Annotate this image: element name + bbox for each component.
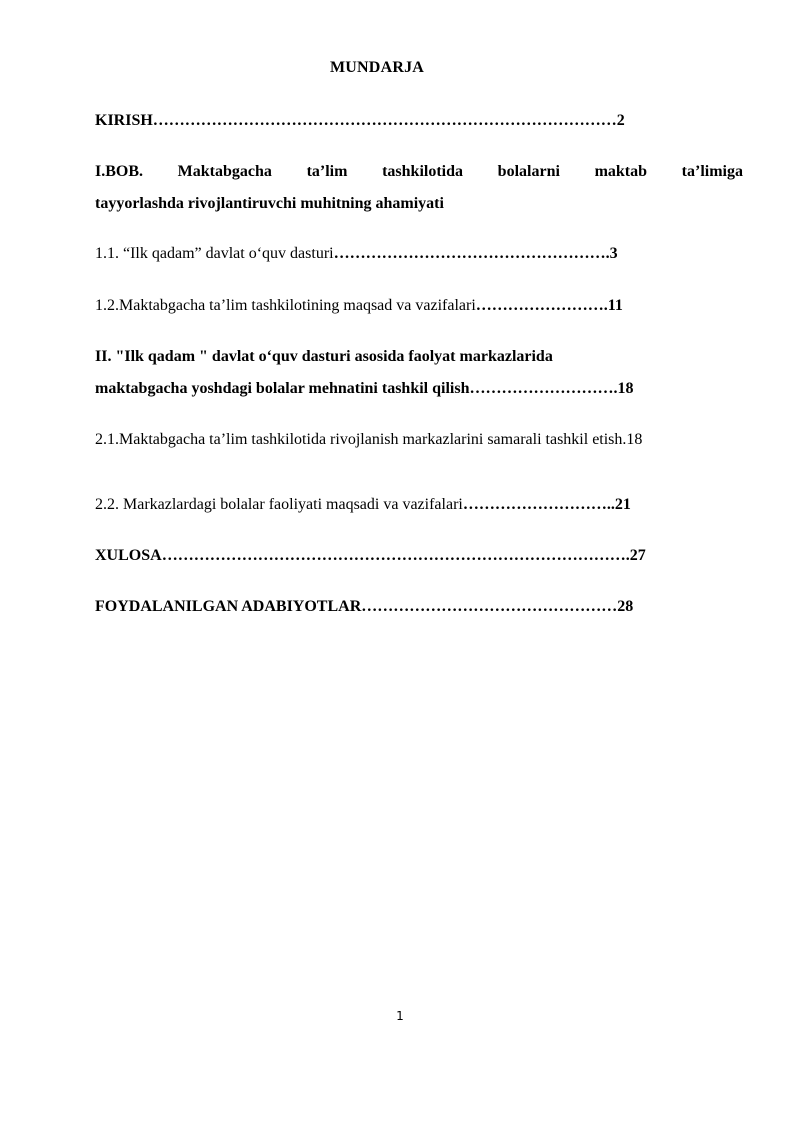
toc-word: ta’limiga [681,163,743,180]
toc-page-number: 18 [617,380,634,397]
toc-page-number: 3 [609,245,618,262]
toc-entry-label: FOYDALANILGAN ADABIYOTLAR [95,598,362,615]
toc-entry-label: 1.2.Maktabgacha ta’lim tashkilotining maqsad va vazifalari [95,297,476,314]
toc-word: bolalarni [497,163,560,180]
toc-page-number: 28 [617,598,634,615]
toc-leader-dots: ………………………. [469,380,618,397]
toc-entry-xulosa[interactable] [95,546,646,566]
toc-entry-chapter-1[interactable] [95,162,743,182]
toc-title: MUNDARJA [330,59,425,76]
toc-entry-references[interactable] [95,597,633,617]
toc-word: I.BOB. [95,163,144,180]
toc-leader-dots: ……………………. [475,297,608,314]
page-number: 1 [396,1009,404,1023]
toc-word: ta’lim [306,163,348,180]
toc-entry-label: 1.1. “Ilk qadam” davlat o‘quv dasturi [95,245,334,262]
toc-entry-2-2[interactable] [95,495,631,515]
toc-entry-2-1[interactable]: 2.1.Maktabgacha ta’lim tashkilotida rivojlanish markazlarini samarali tashkil etish.18 [95,431,643,448]
toc-page-number: .27 [625,547,646,564]
toc-leader-dots: …………………………………………………………………………… [161,547,626,564]
toc-leader-dots: ……………………………………………. [333,245,610,262]
toc-page-number: 11 [607,297,623,314]
toc-leader-dots: ………………………………………… [361,598,618,615]
toc-entry-label: maktabgacha yoshdagi bolalar mehnatini tashkil qilish [95,380,470,397]
toc-entry-label: 2.2. Markazlardagi bolalar faoliyati maqsadi va vazifalari [95,496,463,513]
toc-word: Maktabgacha [177,163,272,180]
toc-page-number: 21 [614,496,631,513]
toc-entry-kirish[interactable] [95,111,625,131]
toc-entry-1-2[interactable] [95,296,623,316]
toc-entry-chapter-2[interactable]: II. "Ilk qadam " davlat o‘quv dasturi asosida faolyat markazlarida [95,348,553,365]
toc-entry-label: KIRISH [95,112,153,129]
toc-entry-chapter-2-continued[interactable] [95,379,633,399]
toc-entry-label: XULOSA [95,547,162,564]
toc-word: maktab [594,163,648,180]
toc-leader-dots: ……………………….. [462,496,615,513]
toc-leader-dots: …………………………………………………………………………… [152,112,617,129]
toc-page-number: 2 [616,112,625,129]
toc-word: tashkilotida [382,163,464,180]
toc-entry-1-1[interactable] [95,244,618,264]
toc-entry-chapter-1-continued: tayyorlashda rivojlantiruvchi muhitning ahamiyati [95,195,444,212]
